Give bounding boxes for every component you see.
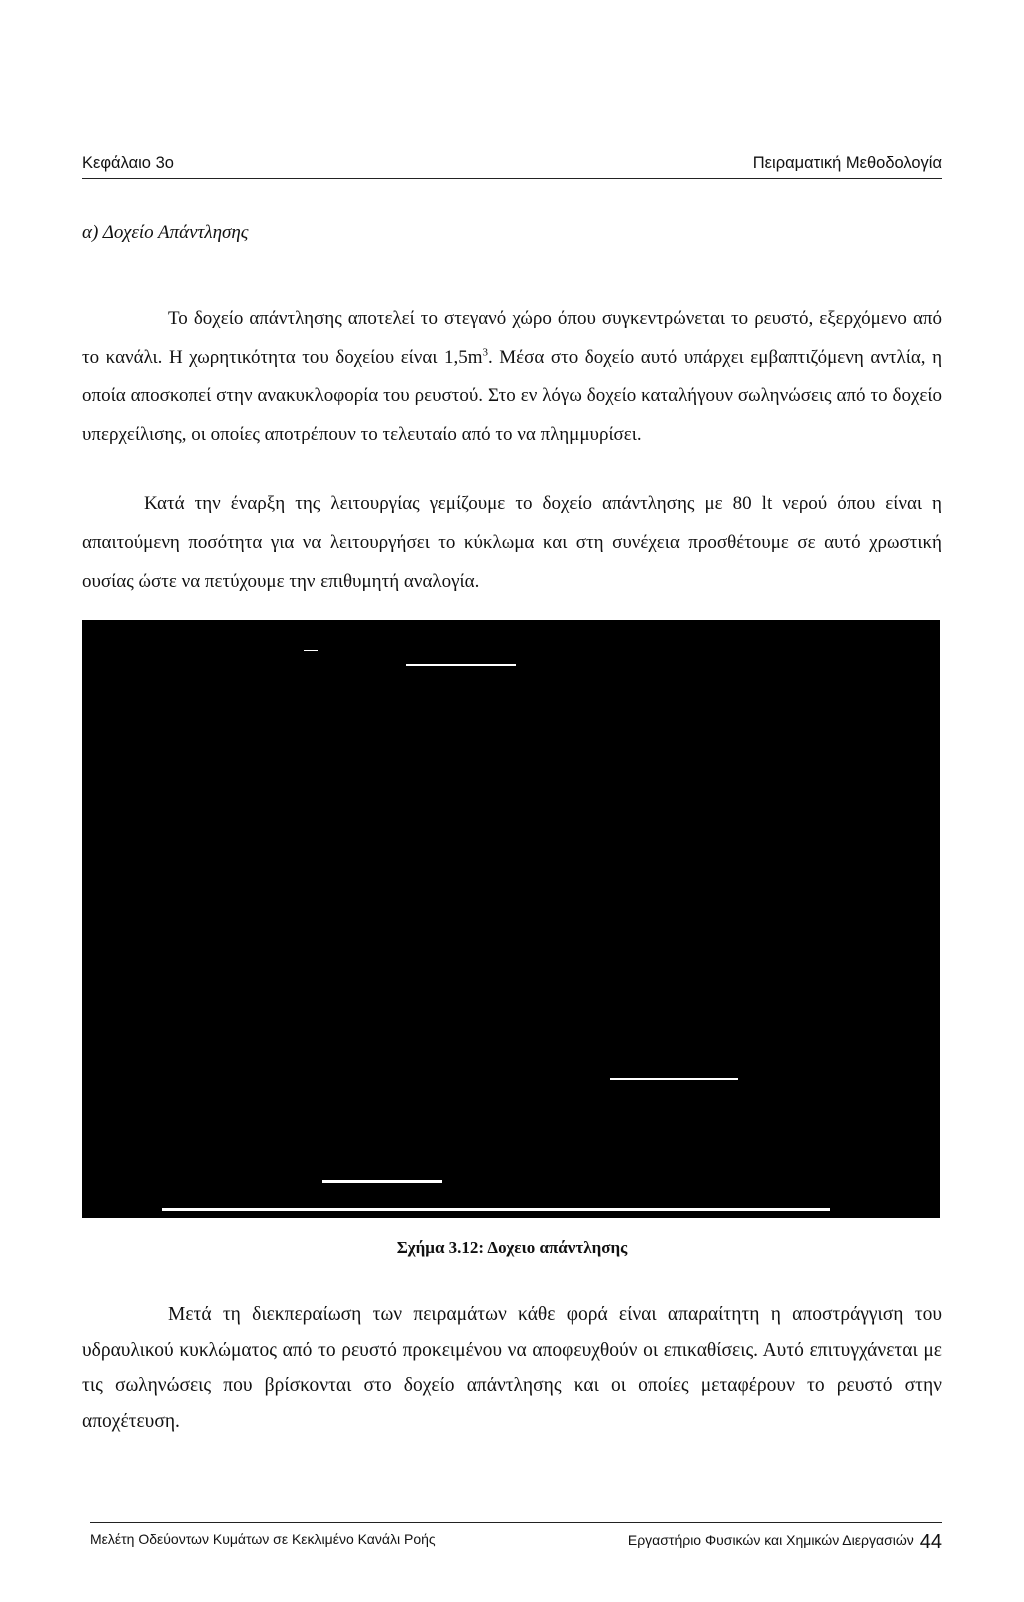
- footer-title: Μελέτη Οδεύοντων Κυμάτων σε Κεκλιμένο Κανάλι Ροής: [90, 1531, 436, 1547]
- paragraph-1-text-a: Το δοχείο απάντλησης αποτελεί το στεγανό χώρο όπου συγκεντρώνεται το ρευστό, εξερχόμενο από το κανάλι. Η χωρητικότητα του δοχείου είναι 1,5m: [82, 308, 942, 368]
- paragraph-2-text: Κατά την έναρξη της λειτουργίας γεμίζουμε το δοχείο απάντλησης με 80 lt νερού όπου είναι η απαιτούμενη ποσότητα για να λειτουργήσει το κύκλωμα και στη συνέχεια προσθέτουμε σε αυτό χρωστική ουσίας ώστε να πετύχουμε την επιθυμητή αναλογία.: [82, 493, 942, 592]
- photo-highlight: [406, 664, 516, 666]
- superscript: 3: [482, 346, 489, 359]
- footer-lab: Εργαστήριο Φυσικών και Χημικών Διεργασιών: [627, 1532, 914, 1548]
- figure-photo: [82, 620, 940, 1218]
- paragraph-1: [82, 300, 942, 454]
- photo-highlight: [304, 650, 318, 651]
- paragraph-1-text-b: . Μέσα στο δοχείο αυτό υπάρχει εμβαπτιζόμενη αντλία, η οποία αποσκοπεί στην ανακυκλοφορία του ρευστού. Στο εν λόγω δοχείο καταλήγουν σωληνώσεις από το δοχείο υπερχείλισης, οι οποίες αποτρέπουν το τελευταίο από το να πλημμυρίσει.: [82, 346, 943, 445]
- section-heading: α) Δοχείο Απάντλησης: [82, 222, 249, 243]
- figure-caption: Σχήμα 3.12: Δοχειο απάντλησης: [396, 1238, 628, 1257]
- chapter-label: Κεφάλαιο 3ο: [82, 154, 174, 172]
- paragraph-3-text: Μετά τη διεκπεραίωση των πειραμάτων κάθε φορά είναι απαραίτητη η αποστράγγιση του υδραυλικού κυκλώματος από το ρευστό προκειμένου να αποφευχθούν οι επικαθίσεις. Αυτό επιτυγχάνεται με τις σωληνώσεις που βρίσκονται στο δοχείο απάντλησης και οι οποίες μεταφέρουν το ρευστό στην αποχέτευση.: [82, 1304, 942, 1432]
- page-footer: [90, 1522, 942, 1563]
- photo-highlight: [322, 1180, 442, 1183]
- photo-highlight: [610, 1078, 738, 1080]
- page-header: [82, 152, 942, 179]
- photo-highlight: [162, 1208, 830, 1211]
- paragraph-3: [82, 1297, 942, 1439]
- footer-right: [628, 1531, 942, 1554]
- chapter-title: Πειραματική Μεθοδολογία: [752, 154, 942, 172]
- paragraph-2: [82, 484, 942, 601]
- page-number: 44: [919, 1531, 942, 1553]
